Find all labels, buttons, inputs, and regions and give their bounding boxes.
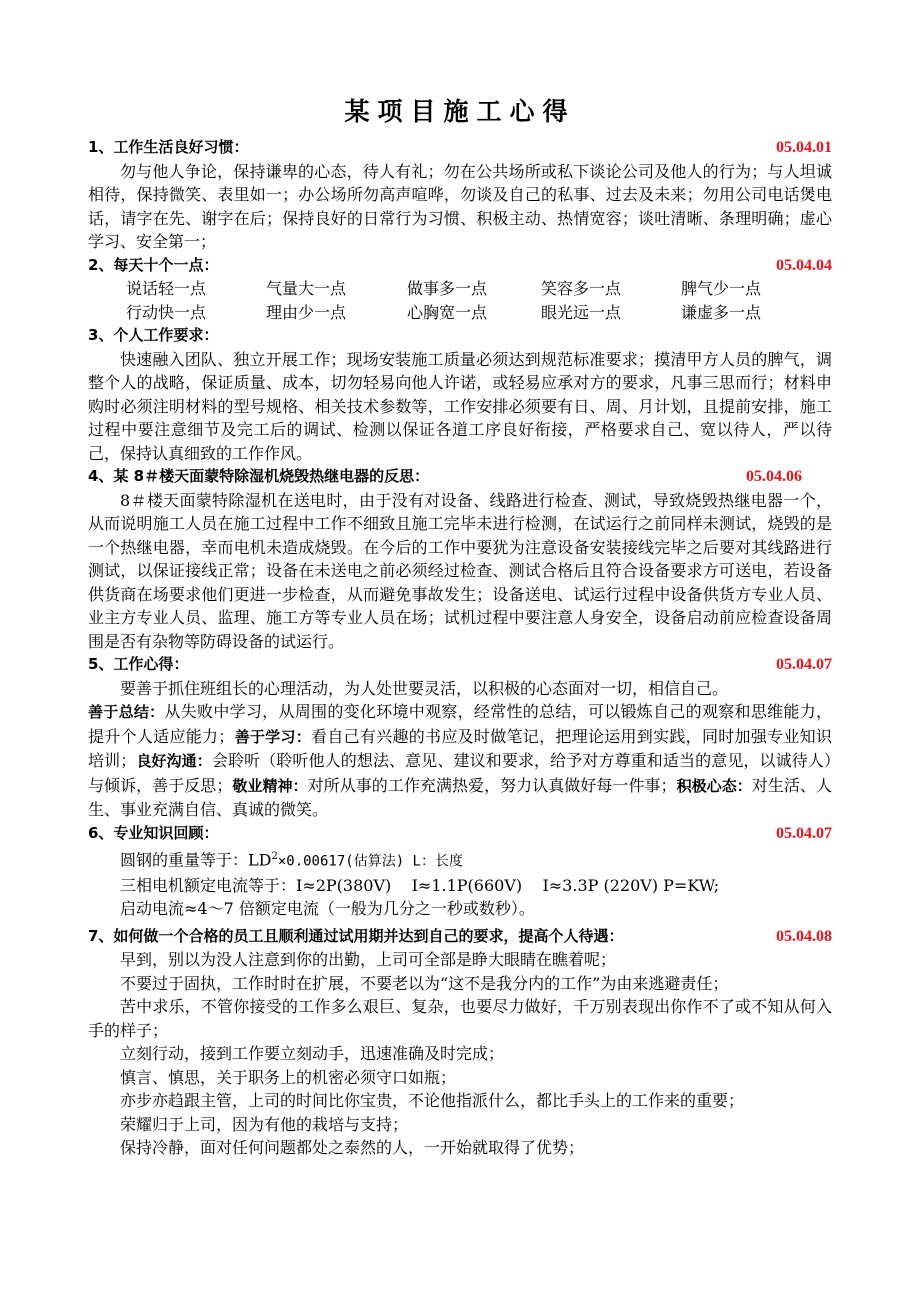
section-1-heading: 1、工作生活良好习惯： (88, 138, 249, 156)
formula-text: ×0.00617(估算法) L：长度 (277, 853, 463, 870)
list-item: 慎言、慎思，关于职务上的机密必须守口如瓶； (120, 1067, 457, 1087)
list-item: 早到，别以为没人注意到你的出勤，上司可全部是睁大眼睛在瞧着呢； (120, 950, 617, 970)
formula-motor-current: 三相电机额定电流等于：I≈2P(380V) I≈1.1P(660V) I≈3.3P (220V) P=KW; (120, 875, 720, 895)
section-1-header (88, 136, 832, 160)
list-item: 谦虚多一点 (681, 302, 762, 322)
keyword-attitude: 积极心态： (676, 776, 752, 795)
point-dedication: 对所从事的工作充满热爱，努力认真做好每一件事； (307, 775, 677, 795)
list-item: 说话轻一点 (126, 279, 207, 298)
section-6-header (88, 822, 832, 846)
keyword-learning: 善于学习： (234, 727, 312, 746)
section-5-heading: 5、工作心得： (88, 655, 189, 673)
list-item: 亦步亦趋跟主管，上司的时间比你宝贵，不论他指派什么，都比手头上的工作来的重要； (120, 1091, 745, 1111)
section-4-heading: 4、某 8＃楼天面蒙特除湿机烧毁热继电器的反思： (88, 467, 430, 485)
list-item: 立刻行动，接到工作要立刻动手，迅速准确及时完成； (120, 1044, 505, 1064)
point-learning: 看自己有兴趣的书应及时做笔记，把理论运用到实践，同时加强专业知识培训； (88, 726, 832, 770)
section-5-intro: 要善于抓住班组长的心理活动，为人处世要灵活，以积极的心态面对一切，相信自己。 (120, 678, 729, 698)
section-3-header (88, 324, 832, 348)
list-item: 心胸宽一点 (407, 302, 488, 322)
section-5-date: 05.04.07 (776, 656, 832, 673)
list-item: 笑容多一点 (541, 279, 622, 298)
section-3-text: 快速融入团队、独立开展工作；现场安装施工质量必须达到规范标准要求；摸清甲方人员的脾气，调整个人的战略，保证质量、成本，切勿轻易向他人许诺，或轻易应承对方的要求，凡事三思而行；材料申购时必须注明材料的型号规格、相关技术参数等，工作安排必须要有日、周、月计划，且提前安排，施工过程中要注意细节及完工后的调试、检测以保证各道工序良好衔接，严格要求自己、宽以待人，严以待己，保持认真细致的工作作风。 (88, 349, 832, 463)
keyword-summary: 善于总结： (88, 703, 165, 721)
list-item: 脾气少一点 (681, 279, 762, 298)
list-item: 做事多一点 (407, 279, 488, 298)
list-item: 气量大一点 (266, 279, 347, 298)
section-4-text: 8＃楼天面蒙特除湿机在送电时，由于没有对设备、线路进行检查、测试，导致烧毁热继电器一个，从而说明施工人员在施工过程中工作不细致且施工完毕未进行检测，在试运行之前同样未测试，烧毁的是一个热继电器，幸而电机未造成烧毁。在今后的工作中要犹为注意设备安装接线完毕之后要对其线路进行测试，以保证接线正常；设备在未送电之前必须经过检查、测试合格后且符合设备要求方可送电，若设备供货商在场要求他们更进一步检查，从而避免事故发生；设备送电、试运行过程中设备供货方专业人员、业主方专业人员、监理、施工方等专业人员在场；试机过程中要注意人身安全，设备启动前应检查设备周围是否有杂物等防碍设备的试运行。 (88, 490, 832, 651)
section-7-header (88, 925, 832, 949)
section-6-heading: 6、专业知识回顾： (88, 823, 219, 842)
page-title: 某项目施工心得 (344, 97, 576, 126)
ten-points-grid (88, 277, 832, 324)
formula-steel-weight (88, 845, 832, 874)
section-7-date: 05.04.08 (776, 927, 832, 945)
section-2-heading: 2、每天十个一点： (88, 255, 219, 274)
keyword-communication: 良好沟通： (136, 752, 212, 770)
section-2-date: 05.04.04 (776, 256, 832, 274)
section-5-header (88, 653, 832, 677)
section-4-header (88, 465, 832, 489)
formula-start-current: 启动电流≈4～7 倍额定电流（一般为几分之一秒或数秒）。 (120, 899, 535, 919)
section-3-heading: 3、个人工作要求： (88, 326, 219, 344)
list-item: 荣耀归于上司，因为有他的栽培与支持； (120, 1114, 409, 1134)
point-attitude: 对生活、人生、事业充满自信、真诚的微笑。 (88, 775, 832, 819)
formula-text: 圆钢的重量等于：LD (120, 850, 272, 870)
list-item: 行动快一点 (126, 302, 207, 322)
list-item: 保持冷静，面对任何问题都处之泰然的人，一开始就取得了优势； (120, 1138, 585, 1158)
section-6-date: 05.04.07 (776, 824, 832, 842)
point-communication: 会聆听（聆听他人的想法、意见、建议和要求，给予对方尊重和适当的意见，以诚待人）与倾诉，善于反思； (88, 751, 832, 795)
formula-superscript: 2 (271, 851, 278, 862)
list-item: 眼光远一点 (541, 302, 622, 322)
section-5-points (88, 700, 832, 822)
document-body (88, 136, 832, 1160)
section-1-date: 05.04.01 (776, 139, 832, 156)
section-7-heading: 7、如何做一个合格的员工且顺利通过试用期并达到自己的要求，提高个人待遇： (88, 926, 624, 945)
section-4-date: 05.04.06 (746, 468, 802, 485)
section-2-header (88, 254, 832, 278)
keyword-dedication: 敬业精神： (232, 776, 308, 795)
list-item: 理由少一点 (266, 302, 347, 322)
list-item: 不要过于固执，工作时时在扩展，不要老以为“这不是我分内的工作”为由来逃避责任； (120, 973, 729, 993)
point-summary: 从失败中学习，从周围的变化环境中观察，经常性的总结，可以锻炼自己的观察和思维能力，提升个人适应能力； (88, 702, 832, 746)
section-1-text: 勿与他人争论，保持谦卑的心态，待人有礼；勿在公共场所或私下谈论公司及他人的行为；与人坦诚相待，保持微笑、表里如一；办公场所勿高声喧哗，勿谈及自己的私事、过去及未来；勿用公司电话煲电话，请字在先、谢字在后；保持良好的日常行为习惯、积极主动、热情宽容；谈吐清晰、条理明确；虚心学习、安全第一； (88, 161, 832, 251)
list-item: 苦中求乐，不管你接受的工作多么艰巨、复杂，也要尽力做好，千万别表现出你作不了或不知从何入手的样子； (88, 997, 832, 1040)
